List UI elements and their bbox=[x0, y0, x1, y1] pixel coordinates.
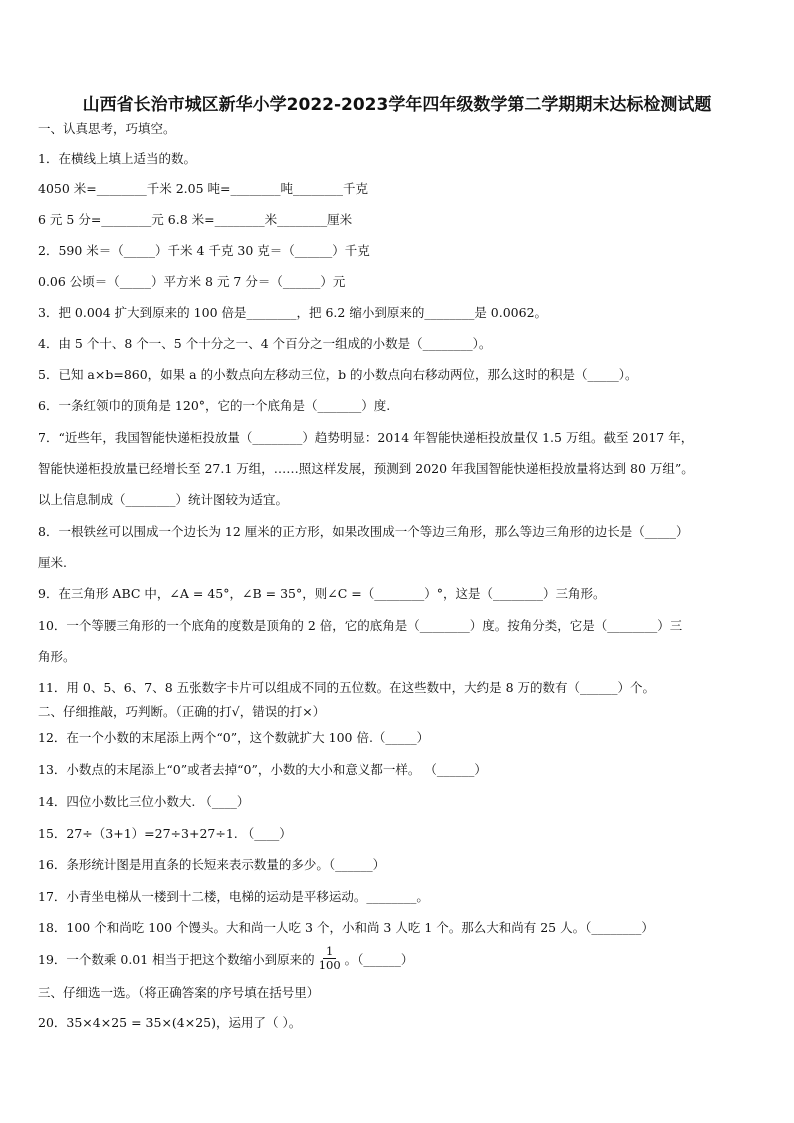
question-20: 20．35×4×25 = 35×(4×25)，运用了（ ）。 bbox=[38, 1015, 302, 1030]
fraction-numerator: 1 bbox=[323, 945, 336, 959]
question-11: 11．用 0、5、6、7、8 五张数字卡片可以组成不同的五位数。在这些数中，大约是 8 万的数有（______）个。 bbox=[38, 680, 656, 695]
question-13: 13．小数点的末尾添上“0”或者去掉“0”，小数的大小和意义都一样。 （______） bbox=[38, 762, 487, 777]
question-17: 17．小青坐电梯从一楼到十二楼，电梯的运动是平移运动。________。 bbox=[38, 889, 429, 904]
question-19-text: 19．一个数乘 0.01 相当于把这个数缩小到原来的 bbox=[38, 952, 315, 967]
question-2-line-a: 2．590 米＝（_____）千米 4 千克 30 克＝（______）千克 bbox=[38, 243, 370, 258]
question-16: 16．条形统计图是用直条的长短来表示数量的多少。（______） bbox=[38, 857, 386, 872]
question-19 bbox=[38, 946, 758, 974]
question-3: 3．把 0.004 扩大到原来的 100 倍是________，把 6.2 缩小到原来的________是 0.0062。 bbox=[38, 305, 548, 320]
question-10-line-a: 10．一个等腰三角形的一个底角的度数是顶角的 2 倍，它的底角是（________）度。按角分类，它是（________）三 bbox=[38, 618, 683, 633]
question-7-line-c: 以上信息制成（________）统计图较为适宜。 bbox=[38, 492, 289, 507]
question-1-line-a: 4050 米=________千米 2.05 吨=________吨________千克 bbox=[38, 181, 369, 196]
section-heading-2: 二、仔细推敲，巧判断。（正确的打√，错误的打×） bbox=[38, 704, 326, 719]
question-15: 15．27÷（3+1）=27÷3+27÷1. （____） bbox=[38, 826, 292, 841]
question-1-line-b: 6 元 5 分=________元 6.8 米=________米________厘米 bbox=[38, 212, 353, 227]
page-title: 山西省长治市城区新华小学2022-2023学年四年级数学第二学期期末达标检测试题 bbox=[82, 95, 712, 115]
question-10-line-b: 角形。 bbox=[38, 649, 76, 664]
fraction-denominator: 100 bbox=[318, 958, 341, 972]
question-12: 12．在一个小数的末尾添上两个“0”，这个数就扩大 100 倍.（_____） bbox=[38, 730, 430, 745]
question-1: 1．在横线上填上适当的数。 bbox=[38, 151, 196, 166]
question-18: 18．100 个和尚吃 100 个馒头。大和尚一人吃 3 个，小和尚 3 人吃 1 个。那么大和尚有 25 人。（________） bbox=[38, 920, 654, 935]
section-heading-3: 三、仔细选一选。（将正确答案的序号填在括号里） bbox=[38, 985, 320, 1000]
question-7-line-b: 智能快递柜投放量已经增长至 27.1 万组，……照这样发展，预测到 2020 年我国智能快递柜投放量将达到 80 万组”。 bbox=[38, 461, 694, 476]
question-9: 9．在三角形 ABC 中，∠A = 45°，∠B = 35°，则∠C =（________）°，这是（________）三角形。 bbox=[38, 586, 606, 601]
question-6: 6．一条红领巾的顶角是 120°，它的一个底角是（_______）度. bbox=[38, 398, 391, 413]
fraction-one-hundredth bbox=[317, 945, 343, 972]
section-heading-1: 一、认真思考，巧填空。 bbox=[38, 121, 176, 136]
question-19-answer-blank: 。（______） bbox=[344, 952, 414, 967]
question-14: 14．四位小数比三位小数大. （____） bbox=[38, 794, 250, 809]
question-7-line-a: 7．“近些年，我国智能快递柜投放量（________）趋势明显：2014 年智能快递柜投放量仅 1.5 万组。截至 2017 年， bbox=[38, 430, 694, 445]
question-8-line-b: 厘米. bbox=[38, 555, 67, 570]
question-5: 5．已知 a×b=860，如果 a 的小数点向左移动三位，b 的小数点向右移动两位，那么这时的积是（_____）。 bbox=[38, 367, 638, 382]
question-2-line-b: 0.06 公顷＝（_____）平方米 8 元 7 分＝（______）元 bbox=[38, 274, 346, 289]
question-4: 4．由 5 个十、8 个一、5 个十分之一、4 个百分之一组成的小数是（________）。 bbox=[38, 336, 492, 351]
question-8-line-a: 8．一根铁丝可以围成一个边长为 12 厘米的正方形，如果改围成一个等边三角形，那么等边三角形的边长是（_____） bbox=[38, 524, 689, 539]
